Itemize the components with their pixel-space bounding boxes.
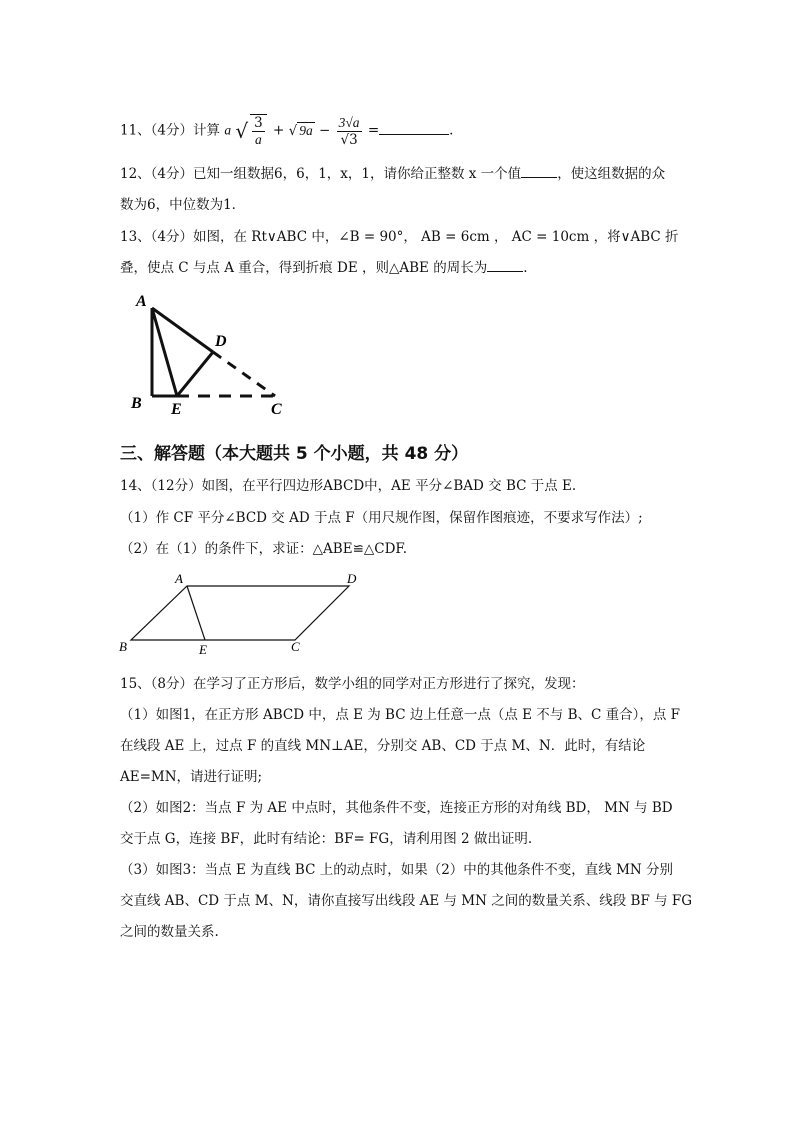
q15-text6: 交于点 G，连接 BF，此时有结论：BF= FG，请利用图 2 做出证明. <box>120 831 533 847</box>
q15-line2 <box>120 705 680 725</box>
q13-edge-DE <box>177 352 213 396</box>
q11-plus: + <box>273 122 285 139</box>
q15-text9: 之间的数量关系. <box>120 924 219 940</box>
q15-text3: 在线段 AE 上，过点 F 的直线 MN⊥AE，分别交 AB、CD 于点 M、N．此时，有结论 <box>120 738 646 754</box>
section-3-title: 三、解答题（本大题共 5 个小题，共 48 分） <box>120 444 469 464</box>
q14-label-A: A <box>175 571 183 586</box>
q13-label-C: C <box>271 401 282 418</box>
q15-text8: 交直线 AB、CD 于点 M、N，请你直接写出线段 AE 与 MN 之间的数量关系、线段 BF 与 FG <box>120 893 693 909</box>
q11-minus: − <box>319 122 331 139</box>
q14-text3: （2）在（1）的条件下，求证：△ABE≌△CDF. <box>120 541 407 557</box>
q13-answer-blank[interactable] <box>487 259 523 272</box>
q11-answer-blank[interactable] <box>379 122 449 135</box>
q13-label-E: E <box>171 401 182 418</box>
q11-end: . <box>449 122 454 139</box>
q11-frac-num: 3 <box>254 115 263 131</box>
q13-text2: 叠，使点 C 与点 A 重合，得到折痕 DE ，则△ABE 的周长为 <box>120 260 488 276</box>
q15-text4: AE=MN，请进行证明; <box>120 769 263 785</box>
q11-eq: = <box>367 122 380 139</box>
q15-text5: （2）如图2：当点 F 为 AE 中点时，其他条件不变，连接正方形的对角线 BD， MN 与 BD <box>120 800 673 816</box>
q13-edge-AE <box>152 308 177 396</box>
q14-parallelogram-figure <box>115 570 365 660</box>
q13-triangle-figure <box>125 290 305 420</box>
q11-line <box>120 114 453 148</box>
q15-text1: 15、（8分）在学习了正方形后，数学小组的同学对正方形进行了探究，发现： <box>120 676 585 692</box>
q12-line1 <box>120 164 665 184</box>
q11-frac2-num: 3√a <box>338 114 360 130</box>
q12-line2 <box>120 195 245 215</box>
q13-line1 <box>120 227 679 247</box>
q13-label-A: A <box>136 293 147 310</box>
q14-segment-AE <box>187 586 205 640</box>
q13-text1: 13、（4分）如图，在 Rt∨ABC 中，∠B = 90°， AB = 6cm ， AC = 10cm ，将∨ABC 折 <box>120 229 679 245</box>
q15-line9 <box>120 922 219 942</box>
q15-text7: （3）如图3：当点 E 为直线 BC 上的动点时，如果（2）中的其他条件不变，直线 MN 分别 <box>120 862 674 878</box>
q15-line3 <box>120 736 645 756</box>
q14-line1 <box>120 476 576 496</box>
q14-label-D: D <box>347 571 357 586</box>
q14-line3 <box>120 539 407 559</box>
q13-text2-end: . <box>523 260 528 276</box>
q15-text2: （1）如图1，在正方形 ABCD 中，点 E 为 BC 边上任意一点（点 E 不与 B、C 重合），点 F <box>120 707 681 723</box>
q13-dashed-DC <box>213 352 275 396</box>
q15-line7 <box>120 860 673 880</box>
q12-text2: 数为6，中位数为1． <box>120 197 246 213</box>
q12-text1: 12、（4分）已知一组数据6，6，1，x，1，请你给正整数 x 一个值 <box>120 166 522 182</box>
q15-line8 <box>120 891 692 911</box>
q12-text1-end: ，使这组数据的众 <box>557 166 666 182</box>
q14-label-E: E <box>199 642 207 657</box>
q14-parallelogram <box>131 586 349 640</box>
q15-line5 <box>120 798 673 818</box>
q11-sqrt2: √ 9a <box>288 122 313 139</box>
q15-line4 <box>120 767 262 787</box>
q11-frac2 <box>337 115 362 148</box>
q15-line1 <box>120 674 585 694</box>
q11-sqrt-frac: √ $\frac{3}{a}$ <box>235 114 268 148</box>
q13-line2 <box>120 258 528 278</box>
q11-frac2-den: √3 <box>340 131 358 148</box>
q13-label-B: B <box>131 395 142 412</box>
q15-line6 <box>120 829 532 849</box>
q14-text1: 14、（12分）如图，在平行四边形ABCD中，AE 平分∠BAD 交 BC 于点 E. <box>120 478 577 494</box>
q14-line2 <box>120 508 643 528</box>
q14-text2: （1）作 CF 平分∠BCD 交 AD 于点 F（用尺规作图，保留作图痕迹，不要求写作法）; <box>120 510 643 526</box>
q11-frac-den: a <box>255 132 262 147</box>
q12-answer-blank[interactable] <box>521 165 557 178</box>
q14-label-B: B <box>119 639 127 654</box>
q11-var-a: a <box>224 122 232 138</box>
q11-prefix: 11、（4分）计算 <box>120 122 221 139</box>
q13-label-D: D <box>215 333 227 350</box>
q14-label-C: C <box>291 639 300 654</box>
